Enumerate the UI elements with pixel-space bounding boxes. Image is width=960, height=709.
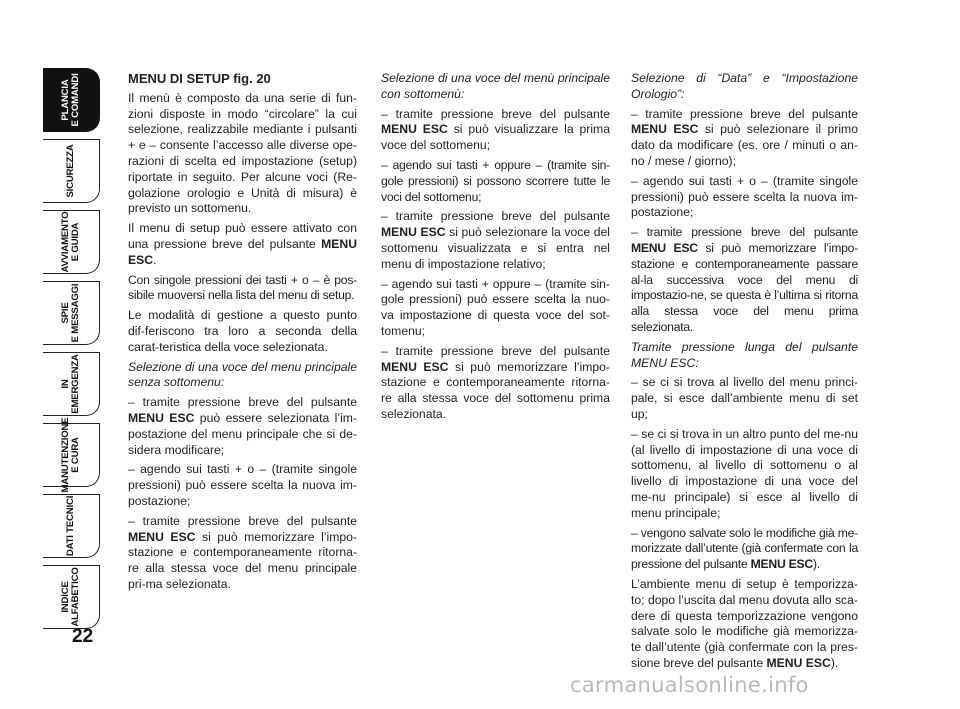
paragraph: L’ambiente menu di setup è temporizza-to; dopo l’uscita dal menu dovuta allo sca-dere di questa temporizzazione vengono salvate solo le modifiche già memorizza-te dall’utente (già confermate con la pres-sione breve del pulsante MENU ESC).	[631, 576, 858, 670]
watermark: carmanualsonline.info	[570, 673, 809, 697]
list-item: – se ci si trova al livello del menu princi-pale, si esce dall’ambiente menu di set up;	[631, 375, 858, 421]
list-item: – agendo sui tasti + oppure – (tramite sin-gole pressioni) può essere scelta la nuo-va impostazione di questa voce del sot-tomenu;	[381, 276, 610, 338]
column-3	[631, 71, 858, 676]
section-heading: MENU DI SETUP fig. 20	[128, 71, 271, 86]
subheading: Selezione di una voce del menù principale con sottomenù:	[381, 71, 610, 101]
tab-label: DATI TECNICI	[65, 495, 76, 557]
column-2	[381, 71, 610, 427]
tab-label: AVVIAMENTO E GUIDA	[60, 211, 81, 273]
tab-sicurezza[interactable]	[43, 139, 100, 203]
paragraph: Il menù è composto da una serie di fun-zioni disposte in modo “circolare” la cui selezione, realizzabile mediante i pulsanti + e – consente l’accesso alle diverse ope-razioni di scelta ed impostazione (setup) riportate in seguito. Per alcune voci (Re-golazione orologio e Unità di misura) è previsto un sottomenu.	[128, 90, 357, 216]
tab-label: INDICE ALFABETICO	[60, 567, 81, 627]
tab-dati-tecnici[interactable]	[43, 494, 100, 558]
page-number: 22	[72, 626, 94, 647]
list-item: – se ci si trova in un altro punto del me-nu (al livello di impostazione di una voce di sottomenu, al livello di sottomenu o al livello di impostazione di una voce del me-nu principale) si esce al livello di menu principale;	[631, 426, 858, 520]
tab-label: IN EMERGENZA	[60, 354, 81, 414]
list-item: – agendo sui tasti + oppure – (tramite sin-gole pressioni) si possono scorrere tutte le voci del sottomenu;	[381, 157, 610, 204]
paragraph: Le modalità di gestione a questo punto dif-feriscono tra loro a seconda della carat-teristica della voce selezionata.	[128, 308, 357, 354]
paragraph: Il menu di setup può essere attivato con una pressione breve del pulsante MENU ESC.	[128, 221, 357, 267]
column-1	[128, 71, 357, 597]
tab-plancia-e-comandi[interactable]	[43, 68, 100, 132]
list-item: – tramite pressione breve del pulsante MENU ESC si può memorizzare l’impo-stazione e contemporaneamente passare al-la successiva voce del menu di impostazio-ne, se questa è l’ultima si ritorna alla stessa voce del menu prima selezionata.	[631, 225, 858, 334]
tab-spie-e-messaggi[interactable]	[43, 281, 100, 345]
tab-label: SPIE E MESSAGGI	[60, 283, 81, 343]
tab-avviamento-e-guida[interactable]	[43, 210, 100, 274]
list-item: – tramite pressione breve del pulsante MENU ESC può essere selezionata l’im-postazione del menu principale che si de-sidera modificare;	[128, 395, 357, 457]
tab-label: PLANCIA E COMANDI	[60, 73, 81, 127]
list-item: – tramite pressione breve del pulsante MENU ESC si può visualizzare la prima voce del sottomenu;	[381, 106, 610, 153]
tab-label: SICUREZZA	[65, 144, 76, 198]
tab-indice-alfabetico[interactable]	[43, 565, 100, 629]
list-item: – tramite pressione breve del pulsante MENU ESC si può selezionare la voce del sottomenu visualizzata e si entra nel menu di impostazione relativo;	[381, 209, 610, 271]
subheading: Tramite pressione lunga del pulsante MENU ESC:	[631, 339, 858, 370]
subheading: Selezione di “Data” e “Impostazione Orologio”:	[631, 71, 858, 101]
list-item: – agendo sui tasti + o – (tramite singole pressioni) può essere scelta la nuova im-postazione;	[128, 462, 357, 508]
list-item: – tramite pressione breve del pulsante MENU ESC si può selezionare il primo dato da modificare (es. ore / minuti o an-no / mese / giorno);	[631, 106, 858, 168]
paragraph: Con singole pressioni dei tasti + o – è pos-sibile muoversi nella lista del menu di setup.	[128, 272, 357, 303]
list-item: – tramite pressione breve del pulsante MENU ESC si può memorizzare l’impo-stazione e contemporaneamente ritorna-re alla stessa voce del menu principale pri-ma selezionata.	[128, 513, 357, 591]
tab-manutenzione-e-cura[interactable]	[43, 417, 100, 493]
subheading: Selezione di una voce del menu principale senza sottomenu:	[128, 359, 357, 390]
list-item: – vengono salvate solo le modifiche già me-morizzate dall’utente (già confermate con la pressione del pulsante MENU ESC).	[631, 525, 858, 572]
tab-in-emergenza[interactable]	[43, 352, 100, 416]
list-item: – agendo sui tasti + o – (tramite singole pressioni) può essere scelta la nuova im-postazione;	[631, 173, 858, 220]
list-item: – tramite pressione breve del pulsante MENU ESC si può memorizzare l’impo-stazione e contemporaneamente ritorna-re alla stessa voce del sottomenu prima selezionata.	[381, 343, 610, 421]
tab-label: MANUTENZIONE E CURA	[60, 417, 81, 493]
